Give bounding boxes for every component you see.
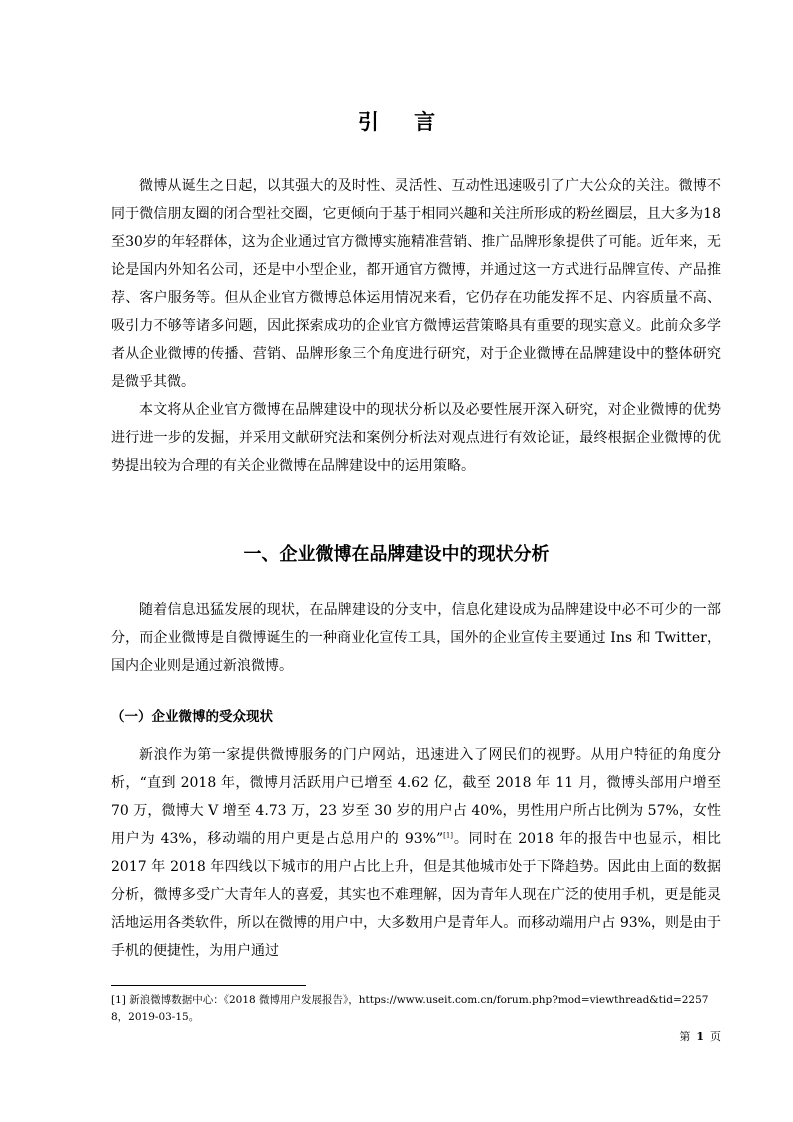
paragraph-text-part-1: 新浪作为第一家提供微博服务的门户网站，迅速进入了网民们的视野。从用户特征的角度分析，“直到 2018 年，微博月活跃用户已增至 4.62 亿，截至 2018 年 11 月，微博头部用户增至 70 万，微博大 V 增至 4.73 万，23 岁至 30 岁的用户占 40%，男性用户所占比例为 57%，女性用户为 43%，移动端的用户更是占总用户的 93%” [111,747,721,847]
page-number [679,1028,721,1044]
footnote-reference[interactable]: [1] [443,831,454,840]
page-title: 引 言 [357,110,450,134]
footnote-divider [111,985,306,986]
page-number-prefix: 第 [679,1030,691,1043]
section-1-paragraph-1: 随着信息迅猛发展的现状，在品牌建设的分支中，信息化建设成为品牌建设中必不可少的一部分，而企业微博是自微博诞生的一种商业化宣传工具，国外的企业宣传主要通过 Ins 和 Twitter，国内企业则是通过新浪微博。 [111,602,721,674]
subsection-heading-1: （一）企业微博的受众现状 [111,709,273,725]
page-number-value: 1 [696,1030,704,1043]
intro-body [111,172,721,480]
section-heading-1: 一、企业微博在品牌建设中的现状分析 [243,544,550,565]
section-1-body [111,596,721,680]
page-number-suffix: 页 [710,1030,721,1043]
subsection-1-body [111,741,721,965]
paragraph-text-part-2: 。同时在 2018 年的报告中也显示，相比 2017 年 2018 年四线以下城市的用户占比上升，但是其他城市处于下降趋势。因此由上面的数据分析，微博多受广大青年人的喜爱，其实也不难理解，因为青年人现在广泛的使用手机，更是能灵活地运用各类软件，所以在微博的用户中，大多数用户是青年人。而移动端用户占 93%，则是由于手机的便捷性，为用户通过 [111,831,721,959]
footnote: [1] 新浪微博数据中心：《2018 微博用户发展报告》，https://www.useit.com.cn/forum.php?mod=viewthread&tid=22578，2019-03-15。 [111,994,709,1023]
intro-paragraph-1: 微博从诞生之日起，以其强大的及时性、灵活性、互动性迅速吸引了广大公众的关注。微博不同于微信朋友圈的闭合型社交圈，它更倾向于基于相同兴趣和关注所形成的粉丝圈层，且大多为18至30岁的年轻群体，这为企业通过官方微博实施精准营销、推广品牌形象提供了可能。近年来，无论是国内外知名公司，还是中小型企业，都开通官方微博，并通过这一方式进行品牌宣传、产品推荐、客户服务等。但从企业官方微博总体运用情况来看，它仍存在功能发挥不足、内容质量不高、吸引力不够等诸多问题，因此探索成功的企业官方微博运营策略具有重要的现实意义。此前众多学者从企业微博的传播、营销、品牌形象三个角度进行研究，对于企业微博在品牌建设中的整体研究是微乎其微。 [111,178,721,390]
subsection-1-paragraph-1 [111,741,721,965]
intro-paragraph-2: 本文将从企业官方微博在品牌建设中的现状分析以及必要性展开深入研究，对企业微博的优势进行进一步的发掘，并采用文献研究法和案例分析法对观点进行有效论证，最终根据企业微博的优势提出较为合理的有关企业微博在品牌建设中的运用策略。 [111,402,721,474]
